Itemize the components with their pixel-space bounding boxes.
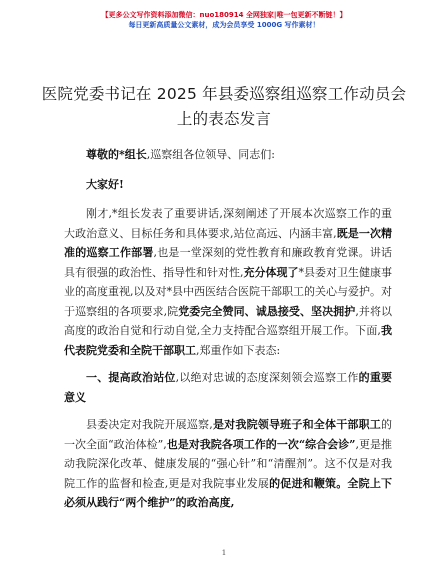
- greeting: [64, 175, 392, 195]
- p1-bold-d: 充分体现了: [243, 265, 299, 279]
- promo-banner-line2: 每日更新高质量公文素材，成为会员享受 1000G 写作素材！: [128, 21, 320, 29]
- page-number: 1: [221, 548, 227, 557]
- salutation-rest: ,巡察组各位领导、同志们:: [146, 148, 275, 161]
- p1-text-i: ,郑重作如下表态:: [196, 343, 281, 357]
- promo-banner-line1: 【更多公文写作资料添加微信：nuo180914 全网独家|唯一包更新不断链！】: [101, 11, 347, 19]
- salutation: [64, 145, 392, 165]
- p2-bold-d: 也是对我院各项工作的一次“综合会诊”: [166, 437, 356, 451]
- paragraph-2: [64, 415, 392, 513]
- greeting-text: 大家好!: [86, 177, 124, 191]
- section-heading-1: [64, 368, 392, 407]
- p2-bold-b: 是对我院领导班子和全体干部职工: [212, 418, 382, 431]
- p1-bold-f: 党委完全赞同、诚恳接受、坚决拥护: [178, 304, 356, 318]
- p1-text-c: ,也是一堂深刻的党性教育和廉政教育党课。讲话具有很强的政治性、指导性和针对性,: [64, 246, 393, 279]
- p1-bold-h: 我代表院党委和全院干部职工: [64, 324, 393, 357]
- paragraph-1: [64, 204, 392, 360]
- p2-text-a: 县委决定对我院开展巡察,: [86, 418, 213, 431]
- p1-text-a: 刚才,*组长发表了重要讲话,深刻阐述了开展本次巡察工作的重大政治意义、目标任务和具体要求,站位高远、内涵丰富,: [64, 207, 392, 240]
- heading-1-bold-tail: 的重要意义: [64, 371, 393, 404]
- document-body: [64, 145, 392, 515]
- p2-bold-f: 的促进和鞭策。全院上下必须从践行“两个维护”的政治高度,: [64, 476, 393, 509]
- p1-text-g: ,并将以高度的政治自觉和行动自觉,全力支持配合巡察组开展工作。下面,: [64, 304, 393, 337]
- p1-bold-b: 既是一次精准的巡察工作部署: [64, 226, 393, 259]
- promo-banner: [0, 10, 448, 30]
- document-title: 医院党委书记在 2025 年县委巡察组巡察工作动员会上的表态发言: [41, 85, 407, 128]
- p2-text-c: 的一次全面“政治体检”,: [64, 418, 393, 451]
- salutation-bold: 尊敬的*组长: [86, 148, 147, 161]
- heading-1-rest: ,以绝对忠诚的态度深刻领会巡察工作: [175, 371, 359, 384]
- heading-1-bold: 一、提高政治站位: [86, 371, 176, 384]
- p1-text-e: *县委对卫生健康事业的高度重视,以及对*县中西医结合医院干部职工的关心与爱护。对于巡察组的各项要求,院: [64, 265, 392, 318]
- p2-text-e: ,更是推动我院深化改革、健康发展的“强心针”和“清醒剂”。这不仅是对我院工作的监督和检查,更是对我院事业发展: [64, 437, 393, 490]
